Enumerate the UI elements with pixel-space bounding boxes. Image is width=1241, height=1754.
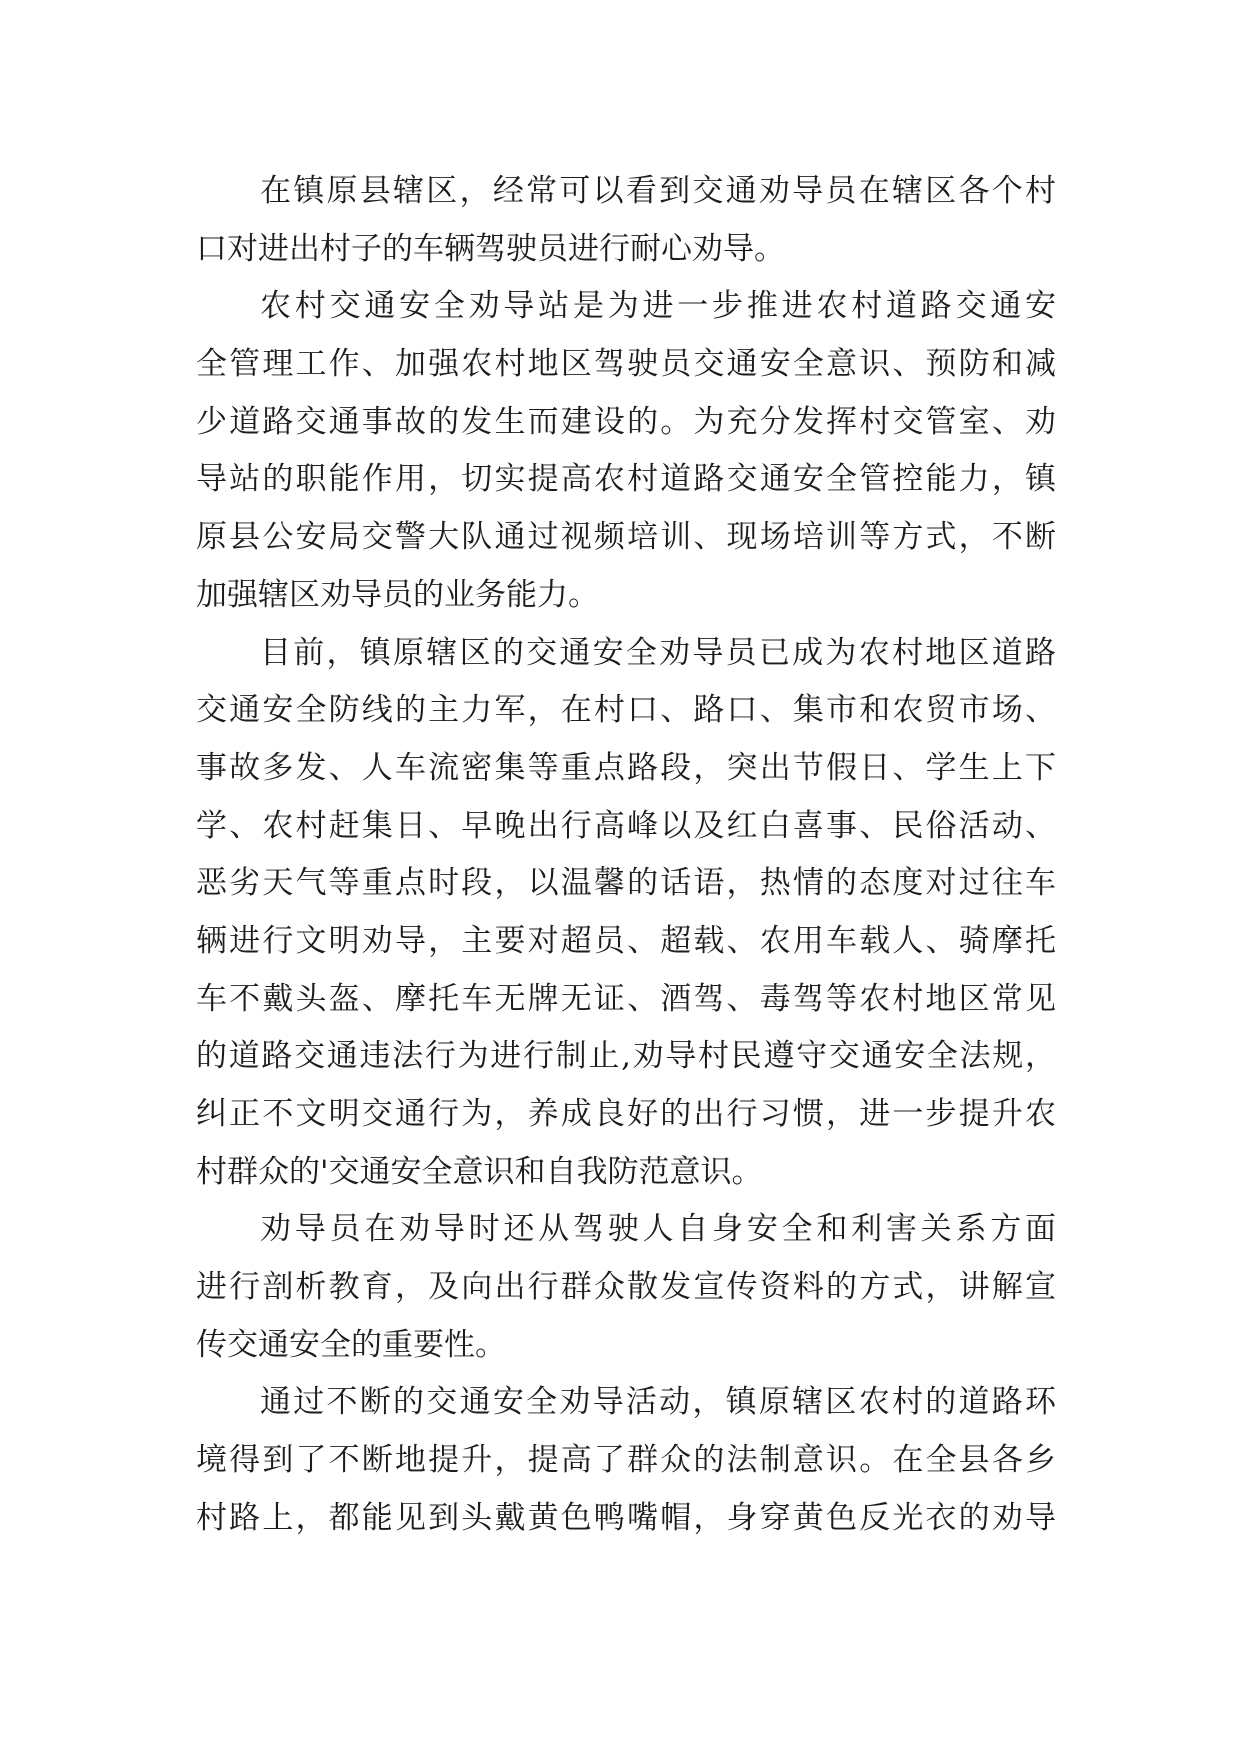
text-line: 传交通安全的重要性。 [196,1326,506,1363]
text-line: 学、农村赶集日、早晚出行高峰以及红白喜事、民俗活动、 [196,807,1056,844]
text-line: 辆进行文明劝导，主要对超员、超载、农用车载人、骑摩托 [196,922,1056,959]
text-line: 口对进出村子的车辆驾驶员进行耐心劝导。 [196,230,785,267]
paragraph [196,625,1056,1202]
text-line: 加强辖区劝导员的业务能力。 [196,576,599,613]
text-line: 原县公安局交警大队通过视频培训、现场培训等方式，不断 [196,519,1056,556]
paragraph [196,1201,1056,1374]
text-line: 在镇原县辖区，经常可以看到交通劝导员在辖区各个村 [260,173,1056,209]
text-line: 纠正不文明交通行为，养成良好的出行习惯，进一步提升农 [196,1096,1056,1132]
text-line: 农村交通安全劝导站是为进一步推进农村道路交通安 [260,288,1056,325]
text-line: 村群众的'交通安全意识和自我防范意识。 [196,1153,763,1190]
text-line: 劝导员在劝导时还从驾驶人自身安全和利害关系方面 [260,1211,1056,1248]
text-line: 村路上，都能见到头戴黄色鸭嘴帽，身穿黄色反光衣的劝导 [196,1499,1056,1536]
text-line: 事故多发、人车流密集等重点路段，突出节假日、学生上下 [196,749,1056,786]
text-line: 进行剖析教育，及向出行群众散发宣传资料的方式，讲解宣 [196,1269,1056,1306]
text-line: 交通安全防线的主力军，在村口、路口、集市和农贸市场、 [196,692,1056,729]
paragraph [196,163,1056,278]
text-line: 导站的职能作用，切实提高农村道路交通安全管控能力，镇 [196,461,1056,498]
text-line: 少道路交通事故的发生而建设的。为充分发挥村交管室、劝 [196,403,1056,440]
text-line: 恶劣天气等重点时段，以温馨的话语，热情的态度对过往车 [196,865,1056,902]
document-body [196,163,1056,1548]
paragraph [196,278,1056,624]
text-line: 通过不断的交通安全劝导活动，镇原辖区农村的道路环 [260,1384,1056,1421]
text-line: 的道路交通违法行为进行制止,劝导村民遵守交通安全法规， [196,1038,1056,1075]
text-line: 全管理工作、加强农村地区驾驶员交通安全意识、预防和减 [196,346,1056,383]
text-line: 境得到了不断地提升，提高了群众的法制意识。在全县各乡 [196,1442,1056,1479]
paragraph [196,1374,1056,1547]
text-line: 车不戴头盔、摩托车无牌无证、酒驾、毒驾等农村地区常见 [196,980,1056,1017]
text-line: 目前，镇原辖区的交通安全劝导员已成为农村地区道路 [260,634,1056,671]
